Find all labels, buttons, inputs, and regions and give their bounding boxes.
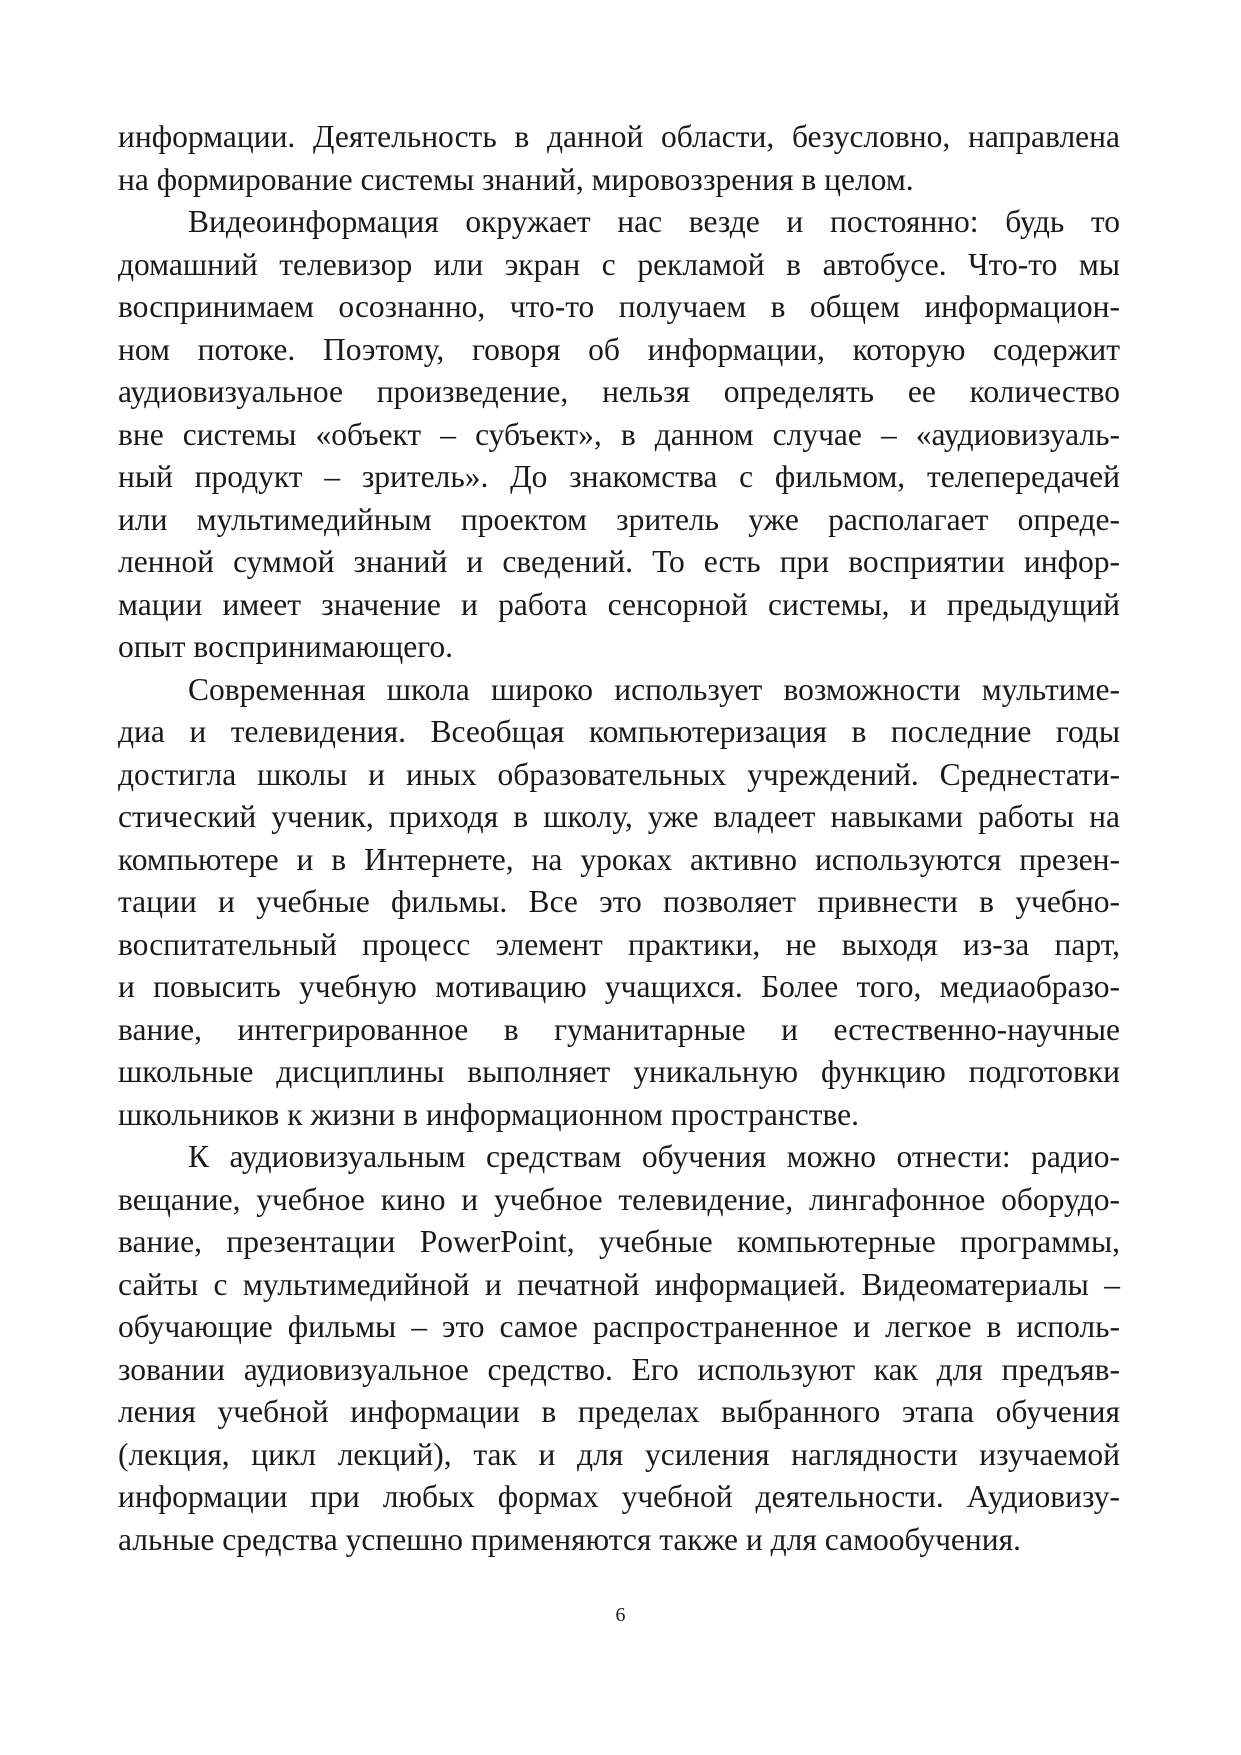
text-line: вещание, учебное кино и учебное телевидение, лингафонное оборудо-: [118, 1181, 1120, 1217]
text-line: мации имеет значение и работа сенсорной системы, и предыдущий: [118, 586, 1120, 622]
text-line: школьные дисциплины выполняет уникальную функцию подготовки: [118, 1054, 1120, 1089]
text-line: воспитательный процесс элемент практики, не выходя из-за парт,: [118, 926, 1120, 962]
text-line: ления учебной информации в пределах выбранного этапа обучения: [118, 1394, 1120, 1429]
text-line: сайты с мультимедийной и печатной информацией. Видеоматериалы –: [118, 1266, 1120, 1302]
text-line: на формирование системы знаний, мировоззрения в целом.: [118, 161, 914, 197]
text-line: диа и телевидения. Всеобщая компьютеризация в последние годы: [118, 714, 1120, 749]
text-line: опыт воспринимающего.: [118, 629, 453, 664]
text-line: или мультимедийным проектом зритель уже располагает опреде-: [118, 501, 1120, 537]
text-line: ном потоке. Поэтому, говоря об информации, которую содержит: [118, 331, 1120, 367]
text-line: и повысить учебную мотивацию учащихся. Более того, медиаобразо-: [118, 969, 1120, 1004]
text-line: Современная школа широко использует возможности мультиме-: [188, 671, 1120, 707]
text-line: тации и учебные фильмы. Все это позволяет привнести в учебно-: [118, 884, 1120, 919]
text-line: домашний телевизор или экран с рекламой в автобусе. Что-то мы: [118, 246, 1120, 282]
text-line: обучающие фильмы – это самое распространенное и легкое в исполь-: [118, 1309, 1120, 1344]
text-line: вание, интегрированное в гуманитарные и естественно-научные: [118, 1011, 1120, 1047]
body-text: [118, 116, 1120, 1561]
text-line: вне системы «объект – субъект», в данном случае – «аудиовизуаль-: [118, 416, 1120, 452]
text-line: информации при любых формах учебной деятельности. Аудиовизу-: [118, 1479, 1120, 1514]
page-number: 6: [615, 1604, 626, 1626]
text-line: стический ученик, приходя в школу, уже владеет навыками работы на: [118, 799, 1120, 834]
text-line: информации. Деятельность в данной области, безусловно, направлена: [118, 119, 1120, 154]
text-line: К аудиовизуальным средствам обучения можно отнести: радио-: [188, 1139, 1120, 1174]
text-line: компьютере и в Интернете, на уроках активно используются презен-: [118, 841, 1120, 877]
text-line: вание, презентации PowerPoint, учебные компьютерные программы,: [118, 1224, 1120, 1259]
text-line: достигла школы и иных образовательных учреждений. Среднестати-: [118, 756, 1120, 792]
text-line: ленной суммой знаний и сведений. То есть при восприятии инфор-: [118, 544, 1120, 579]
text-line: альные средства успешно применяются также и для самообучения.: [118, 1521, 1021, 1557]
text-line: ный продукт – зритель». До знакомства с фильмом, телепередачей: [118, 459, 1120, 494]
text-line: аудиовизуальное произведение, нельзя определять ее количество: [118, 374, 1120, 409]
text-line: воспринимаем осознанно, что-то получаем в общем информацион-: [118, 289, 1120, 324]
text-line: школьников к жизни в информационном пространстве.: [118, 1096, 860, 1132]
text-line: (лекция, цикл лекций), так и для усиления наглядности изучаемой: [118, 1436, 1120, 1472]
text-line: зовании аудиовизуальное средство. Его используют как для предъяв-: [118, 1351, 1120, 1387]
text-line: Видеоинформация окружает нас везде и постоянно: будь то: [188, 204, 1120, 239]
